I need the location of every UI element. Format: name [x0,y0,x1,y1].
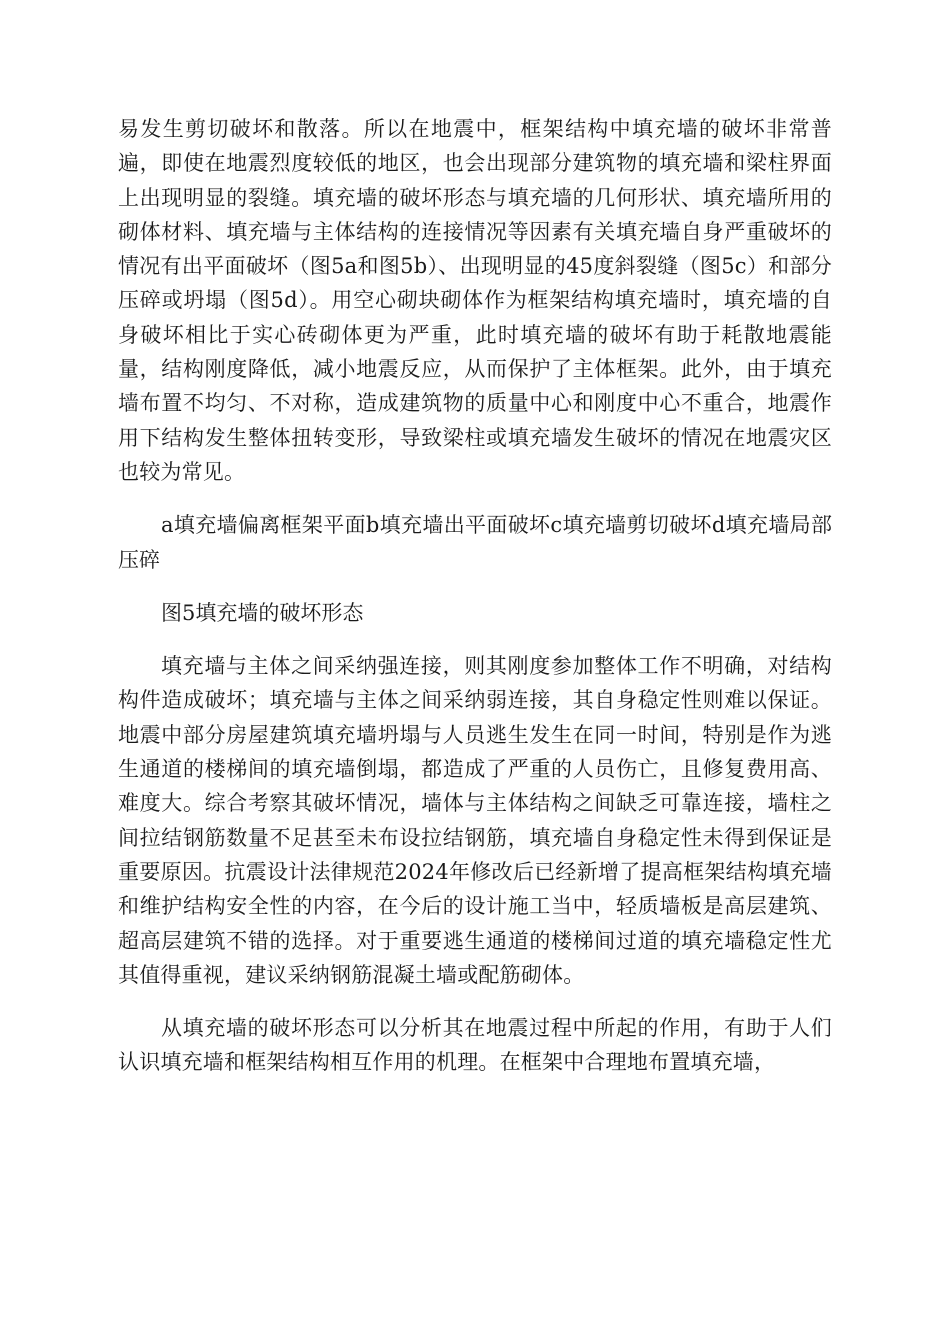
paragraph-interaction: 从填充墙的破坏形态可以分析其在地震过程中所起的作用，有助于人们认识填充墙和框架结构相互作用的机理。在框架中合理地布置填充墙， [118,1016,832,1075]
figure-caption: 图5填充墙的破坏形态 [161,600,364,625]
subfigure-captions: a填充墙偏离框架平面b填充墙出平面破坏c填充墙剪切破坏d填充墙局部压碎 [118,513,832,572]
paragraph-damage-forms: 易发生剪切破坏和散落。所以在地震中，框架结构中填充墙的破坏非常普遍，即使在地震烈度较低的地区，也会出现部分建筑物的填充墙和梁柱界面上出现明显的裂缝。填充墙的破坏形态与填充墙的几何形状、填充墙所用的砌体材料、填充墙与主体结构的连接情况等因素有关填充墙自身严重破坏的情况有出平面破坏（图5a和图5b）、出现明显的45度斜裂缝（图5c）和部分压碎或坍塌（图5d）。用空心砌块砌体作为框架结构填充墙时，填充墙的自身破坏相比于实心砖砌体更为严重，此时填充墙的破坏有助于耗散地震能量，结构刚度降低，减小地震反应，从而保护了主体框架。此外，由于填充墙布置不均匀、不对称，造成建筑物的质量中心和刚度中心不重合，地震作用下结构发生整体扭转变形，导致梁柱或填充墙发生破坏的情况在地震灾区也较为常见。 [118,117,832,484]
paragraph-connection: 填充墙与主体之间采纳强连接，则其刚度参加整体工作不明确，对结构构件造成破坏；填充墙与主体之间采纳弱连接，其自身稳定性则难以保证。地震中部分房屋建筑填充墙坍塌与人员逃生发生在同一时间，特别是作为逃生通道的楼梯间的填充墙倒塌，都造成了严重的人员伤亡，且修复费用高、难度大。综合考察其破坏情况，墙体与主体结构之间缺乏可靠连接，墙柱之间拉结钢筋数量不足甚至未布设拉结钢筋，填充墙自身稳定性未得到保证是重要原因。抗震设计法律规范2024年修改后已经新增了提高框架结构填充墙和维护结构安全性的内容，在今后的设计施工当中，轻质墙板是高层建筑、超高层建筑不错的选择。对于重要逃生通道的楼梯间过道的填充墙稳定性尤其值得重视，建议采纳钢筋混凝土墙或配筋砌体。 [118,654,832,987]
document-page [118,112,832,1080]
